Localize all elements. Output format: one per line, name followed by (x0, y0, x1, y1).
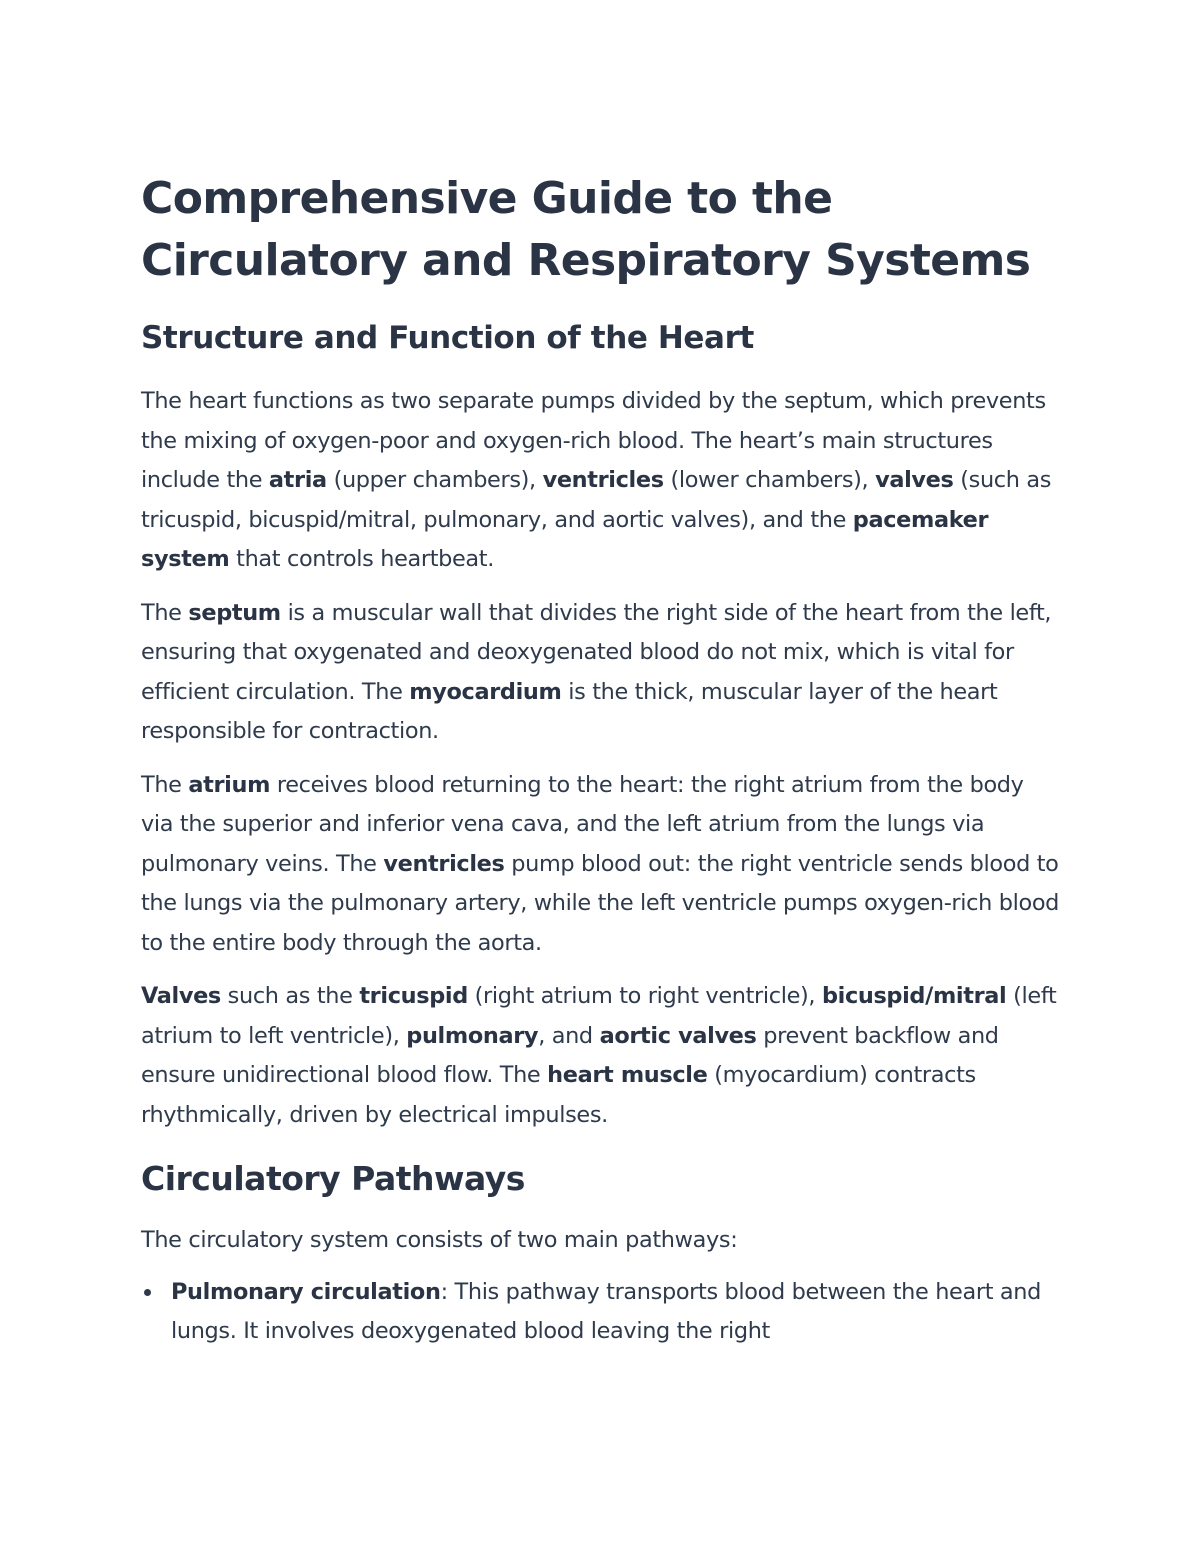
bold-term: myocardium (409, 678, 562, 705)
paragraph-text: (left atrium to left ventricle), (141, 983, 1057, 1049)
paragraph-text: (such as tricuspid, bicuspid/mitral, pulmonary, and aortic valves), and the (141, 467, 1052, 533)
list-item (141, 1273, 1061, 1352)
bold-term: bicuspid/mitral (821, 983, 1007, 1009)
paragraph-text: is a muscular wall that divides the right side of the heart from the left, ensuring that oxygenated and deoxygenated blood do not mix, which is vital for efficient circulation. The (141, 599, 1052, 705)
bold-term: atria (268, 467, 327, 493)
paragraph-text: is the thick, muscular layer of the heart responsible for contraction. (141, 678, 998, 744)
paragraph-text: (upper chambers), (326, 467, 543, 493)
bold-term: heart muscle (547, 1062, 708, 1088)
document-page (141, 168, 1061, 1352)
paragraph-text: prevent backflow and ensure unidirectional blood flow. The (141, 1022, 999, 1088)
bold-term: septum (188, 599, 281, 626)
title-line-2: Circulatory and Respiratory Systems (141, 235, 1031, 286)
bold-term: aortic valves (599, 1022, 757, 1049)
paragraph-text: receives blood returning to the heart: the right atrium from the body via the superior and inferior vena cava, and the left atrium from the lungs via pulmonary veins. The (141, 771, 1024, 877)
pathways-list (141, 1273, 1061, 1352)
paragraph-valves (141, 977, 1061, 1135)
paragraph-text: (myocardium) contracts rhythmically, driven by electrical impulses. (141, 1062, 976, 1128)
paragraph-text: pump blood out: the right ventricle sends blood to the lungs via the pulmonary artery, while the left ventricle pumps oxygen-rich blood to the entire body through the aorta. (141, 850, 1060, 956)
bold-term: atrium (188, 771, 271, 798)
paragraph-text: (right atrium to right ventricle), (467, 983, 822, 1009)
bold-term: Valves (141, 983, 221, 1009)
bold-term: tricuspid (359, 983, 468, 1009)
paragraph-text: that controls heartbeat. (229, 546, 495, 572)
bold-term: ventricles (542, 467, 664, 493)
section-heading-heart: Structure and Function of the Heart (141, 320, 754, 356)
paragraph-text: The (141, 599, 189, 626)
paragraph-text: The heart functions as two separate pumps divided by the septum, which prevents the mixing of oxygen-poor and oxygen-rich blood. The heart’s main structures include the (141, 388, 1046, 493)
paragraph-text: such as the (220, 983, 360, 1009)
bold-term: Pulmonary circulation (171, 1278, 441, 1305)
paragraph-septum (141, 594, 1061, 752)
title-line-1: Comprehensive Guide to the (141, 173, 833, 224)
bold-term: pulmonary (406, 1022, 539, 1049)
document-title (141, 168, 1061, 292)
list-item-text: : This pathway transports blood between the heart and lungs. It involves deoxygenated blood leaving the right (171, 1278, 1041, 1344)
bold-term: pacemaker system (141, 506, 989, 572)
paragraph-atrium-ventricles (141, 766, 1061, 964)
paragraph-text: (lower chambers), (663, 467, 876, 493)
paragraph-pathways-intro: The circulatory system consists of two main pathways: (141, 1227, 738, 1253)
bold-term: valves (875, 467, 954, 493)
paragraph-text: , and (538, 1022, 600, 1049)
paragraph-heart-overview (141, 382, 1061, 580)
section-heading-pathways: Circulatory Pathways (141, 1159, 525, 1198)
bold-term: ventricles (383, 850, 505, 877)
bullet-icon (144, 1289, 151, 1296)
paragraph-text: The (141, 771, 189, 798)
